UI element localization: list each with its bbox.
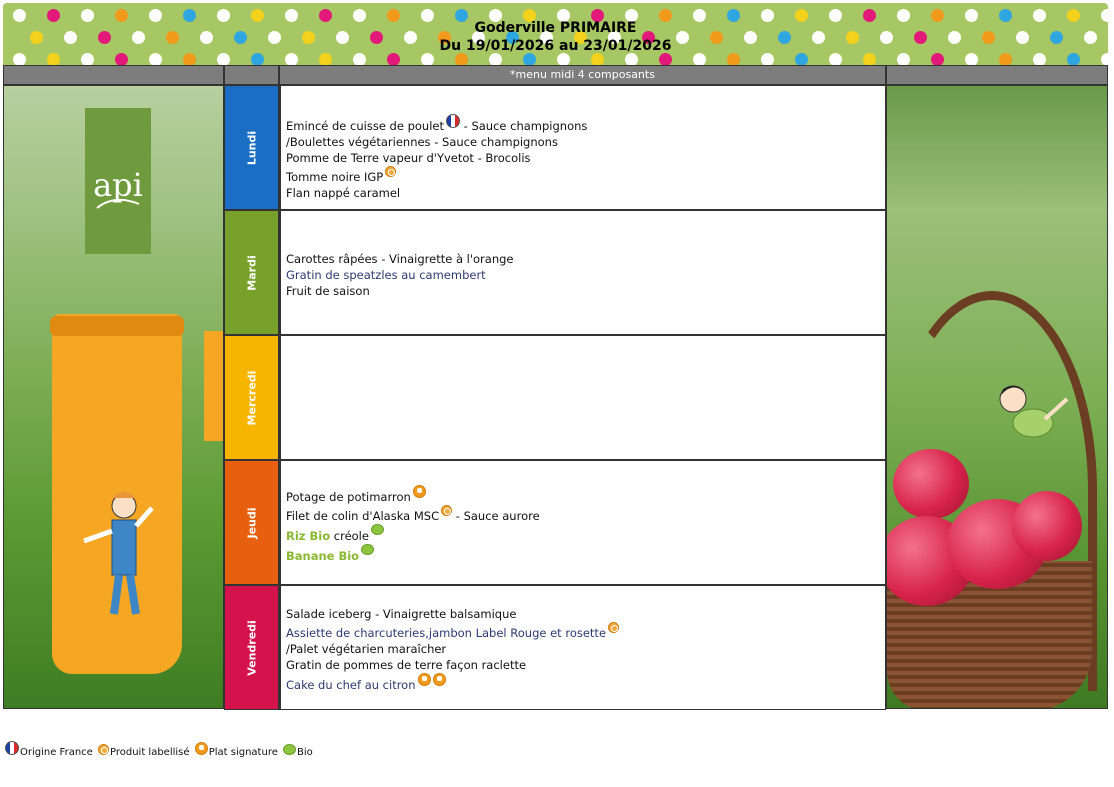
gardener-character-icon [74,486,164,626]
api-logo-text: api [93,166,143,204]
menu-item [286,505,880,524]
legend-label: Bio [297,747,313,758]
climbing-child-icon [995,381,1075,461]
menu-item [286,283,880,299]
plat-signature-icon [413,485,426,498]
bio-icon [361,544,374,555]
menu-item-text: Riz Bio [286,529,331,543]
menu-item-text: Gratin de speatzles au camembert [286,268,486,282]
menu-item-suffix: - Sauce aurore [452,509,540,523]
bio-icon [283,744,296,755]
menu-item-text: Assiette de charcuteries,jambon Label Rouge et rosette [286,626,607,640]
menu-item-text: Carottes râpées - Vinaigrette à l'orange [286,252,514,266]
day-label: Mercredi [245,370,258,425]
menu-cell-mercredi [279,335,886,460]
legend-label: Origine France [20,747,93,758]
menu-cell-mardi [279,210,886,335]
day-label: Lundi [245,130,258,165]
menu-cell-jeudi [279,460,886,585]
plat-signature-icon [418,673,431,686]
apple-image [893,449,969,519]
left-illustration [3,85,224,709]
page-title [3,19,1108,55]
menu-item-text: /Palet végétarien maraîcher [286,642,447,656]
right-illustration [886,85,1108,709]
menu-item [286,641,880,657]
api-logo [85,108,151,254]
menu-item-text: Banane Bio [286,549,360,563]
plat-signature-icon [433,673,446,686]
bar-left [3,65,224,85]
subtitle-bar [279,65,886,85]
menu-item-text: Cake du chef au citron [286,678,416,692]
menu-item [286,524,880,544]
menu-item-suffix: créole [330,529,369,543]
menu-item [286,267,880,283]
day-label-cell-lundi [224,85,279,210]
day-label-cell-mercredi [224,335,279,460]
menu-item [286,134,880,150]
menu-item-text: Potage de potimarron [286,490,411,504]
origine-france-icon [446,114,460,128]
menu-item [286,622,880,641]
menu-item-text: /Boulettes végétariennes - Sauce champignons [286,135,558,149]
legend [5,741,315,760]
bar-day [224,65,279,85]
produit-labellise-icon [441,505,452,516]
menu-item [286,114,880,134]
day-label-cell-jeudi [224,460,279,585]
boot-back-image [204,331,224,441]
day-label-cell-mardi [224,210,279,335]
bio-icon [371,524,384,535]
menu-item-text: Pomme de Terre vapeur d'Yvetot - Brocolis [286,151,531,165]
origine-france-icon [5,741,19,755]
produit-labellise-icon [608,622,619,633]
menu-item [286,251,880,267]
menu-item-text: Emincé de cuisse de poulet [286,119,444,133]
apple-image [1012,491,1082,561]
produit-labellise-icon [98,744,109,755]
day-label: Jeudi [245,506,258,539]
produit-labellise-icon [385,166,396,177]
menu-item [286,673,880,693]
menu-item [286,166,880,185]
swoosh-icon [95,198,141,212]
menu-item-suffix: - Sauce champignons [460,119,588,133]
day-label: Vendredi [245,619,258,676]
menu-item [286,150,880,166]
menu-item [286,544,880,564]
menu-sheet [3,3,1108,709]
school-name: Goderville PRIMAIRE [474,20,637,36]
menu-item [286,485,880,505]
subtitle-text: *menu midi 4 composants [510,68,655,81]
menu-item [286,657,880,673]
menu-item [286,185,880,201]
menu-cell-vendredi [279,585,886,710]
date-range: Du 19/01/2026 au 23/01/2026 [439,38,672,54]
menu-item [286,606,880,622]
menu-item-text: Gratin de pommes de terre façon raclette [286,658,527,672]
header-banner [3,3,1108,65]
menu-item-text: Flan nappé caramel [286,186,401,200]
menu-cell-lundi [279,85,886,210]
menu-item-text: Tomme noire IGP [286,170,384,184]
day-label: Mardi [245,254,258,291]
menu-item-text: Fruit de saison [286,284,370,298]
bar-right [886,65,1108,85]
legend-label: Produit labellisé [110,747,190,758]
legend-label: Plat signature [208,747,278,758]
menu-item-text: Salade iceberg - Vinaigrette balsamique [286,607,517,621]
menu-item-text: Filet de colin d'Alaska MSC [286,509,440,523]
plat-signature-icon [195,742,208,755]
boot-rim-image [50,316,184,336]
day-label-cell-vendredi [224,585,279,710]
